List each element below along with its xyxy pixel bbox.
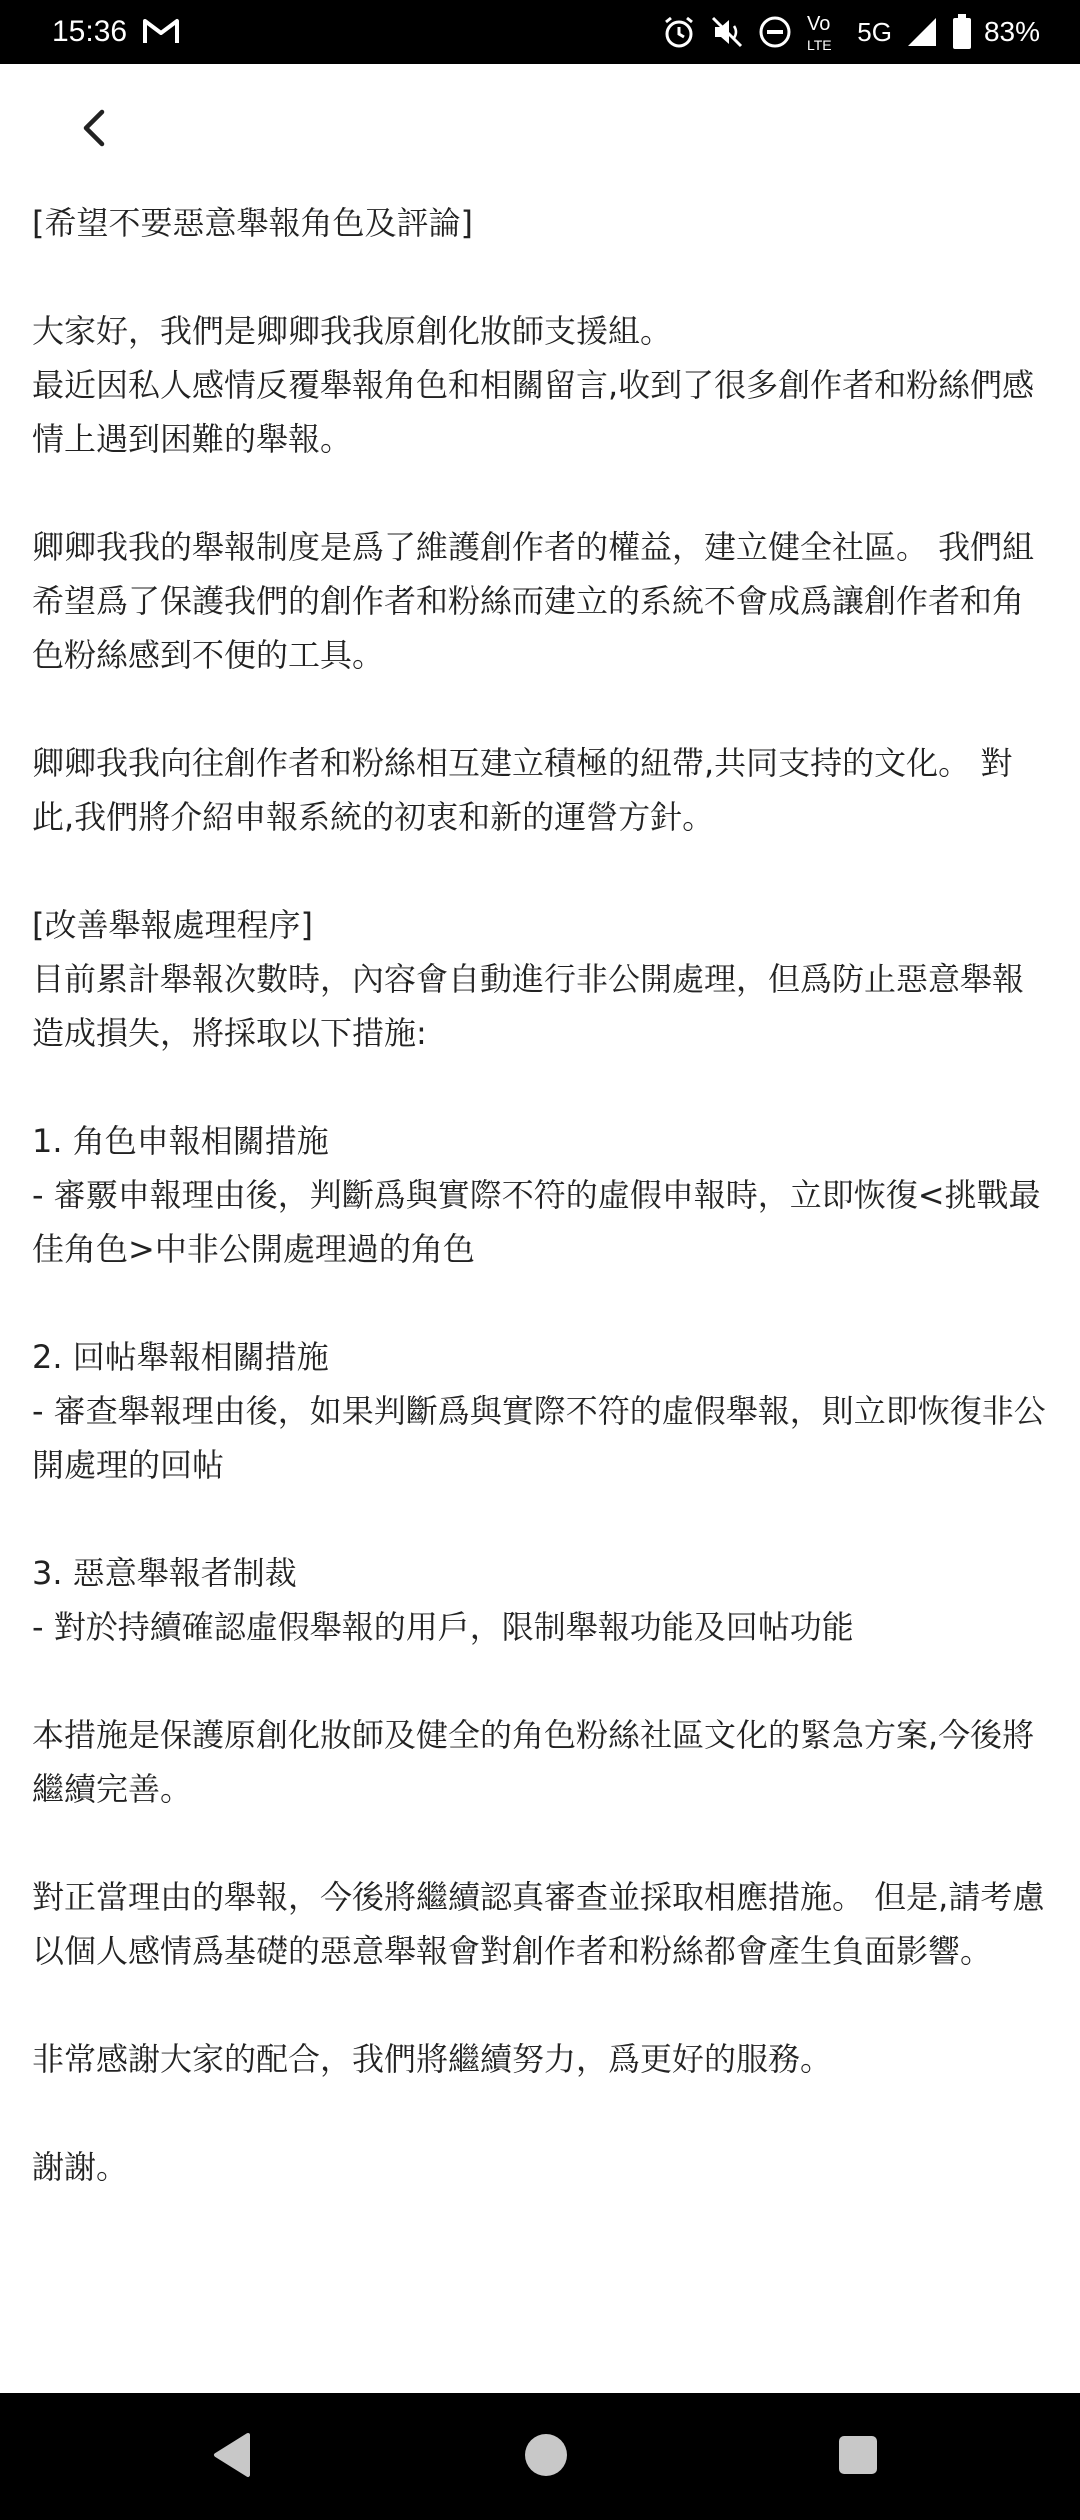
- notice-paragraph: 3. 惡意舉報者制裁 - 對於持續確認虛假舉報的用戶，限制舉報功能及回帖功能: [32, 1554, 854, 1646]
- alarm-icon: [661, 14, 697, 50]
- back-arrow-icon[interactable]: [72, 104, 120, 152]
- notice-paragraph: 卿卿我我的舉報制度是爲了維護創作者的權益，建立健全社區。 我們組希望爲了保護我們的創作者和粉絲而建立的系統不會成爲讓創作者和角色粉絲感到不便的工具。: [32, 528, 1035, 674]
- paragraph-gap: [32, 2086, 1052, 2140]
- status-icons: [661, 10, 1040, 54]
- notice-paragraph: 本措施是保護原創化妝師及健全的角色粉絲社區文化的緊急方案,今後將繼續完善。: [32, 1716, 1035, 1808]
- volte-icon: [805, 10, 845, 54]
- notice-paragraph: 2. 回帖舉報相關措施 - 審查舉報理由後，如果判斷爲與實際不符的虛假舉報，則立即恢復非公開處理的回帖: [32, 1338, 1046, 1484]
- notice-closing: 謝謝。: [32, 2148, 129, 2186]
- status-bar: [0, 0, 1080, 64]
- mute-icon: [709, 14, 745, 50]
- navigation-bar: [0, 2393, 1080, 2520]
- paragraph-gap: [32, 844, 1052, 898]
- paragraph-gap: [32, 1276, 1052, 1330]
- nav-back-icon[interactable]: [202, 2423, 266, 2487]
- paragraph-gap: [32, 1492, 1052, 1546]
- nav-recents-icon[interactable]: [826, 2423, 890, 2487]
- volte-bottom-text: LTE: [807, 37, 832, 53]
- nav-home-icon[interactable]: [514, 2423, 578, 2487]
- paragraph-gap: [32, 1978, 1052, 2032]
- notice-paragraph: [改善舉報處理程序] 目前累計舉報次數時，內容會自動進行非公開處理，但爲防止惡意舉報造成損失，將採取以下措施:: [32, 906, 1025, 1052]
- notice-body: [32, 196, 1052, 2194]
- battery-percent: 83%: [983, 16, 1040, 47]
- notice-title: [希望不要惡意舉報角色及評論]: [32, 204, 473, 242]
- paragraph-gap: [32, 1816, 1052, 1870]
- signal-icon: [904, 14, 940, 50]
- paragraph-gap: [32, 250, 1052, 304]
- status-time: 15:36: [52, 15, 128, 48]
- notice-paragraph: 非常感謝大家的配合，我們將繼續努力，爲更好的服務。: [32, 2040, 833, 2078]
- notice-paragraph: 卿卿我我向往創作者和粉絲相互建立積極的紐帶,共同支持的文化。 對此,我們將介紹申報系統的初衷和新的運營方針。: [32, 744, 1013, 836]
- notice-paragraph: 大家好，我們是卿卿我我原創化妝師支援組。 最近因私人感情反覆舉報角色和相關留言,收到了很多創作者和粉絲們感情上遇到困難的舉報。: [32, 312, 1035, 458]
- network-type: 5G: [857, 16, 892, 47]
- dnd-icon: [757, 14, 793, 50]
- notice-paragraph: 1. 角色申報相關措施 - 審覈申報理由後，判斷爲與實際不符的虛假申報時，立即恢復<挑戰最佳角色>中非公開處理過的角色: [32, 1122, 1041, 1268]
- battery-icon: [952, 14, 972, 50]
- paragraph-gap: [32, 682, 1052, 736]
- gmail-icon: [142, 16, 180, 46]
- paragraph-gap: [32, 1060, 1052, 1114]
- volte-top-text: Vo: [807, 13, 831, 35]
- paragraph-gap: [32, 1654, 1052, 1708]
- paragraph-gap: [32, 466, 1052, 520]
- notice-paragraph: 對正當理由的舉報，今後將繼續認真審查並採取相應措施。 但是,請考慮以個人感情爲基礎的惡意舉報會對創作者和粉絲都會產生負面影響。: [32, 1878, 1045, 1970]
